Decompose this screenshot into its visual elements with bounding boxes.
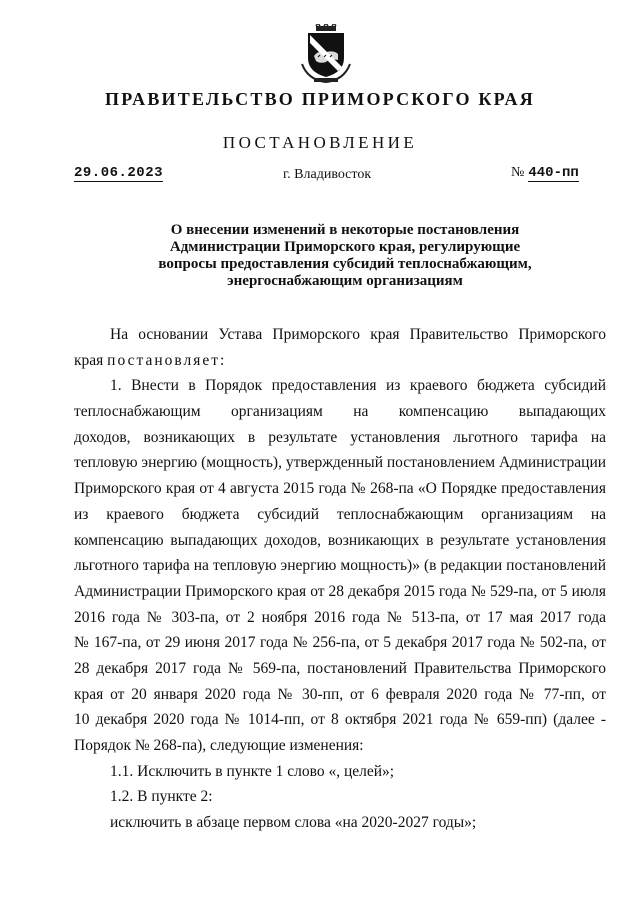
- body-line: из краевого бюджета субсидий теплоснабжающим организациям на: [74, 505, 606, 523]
- decree-verb: постановляет:: [107, 351, 227, 369]
- document-number: [511, 165, 579, 181]
- body-line: 1.2. В пункте 2:: [110, 788, 213, 806]
- document-body: [74, 322, 606, 836]
- number-sign: №: [511, 165, 525, 180]
- body-line: № 167-па, от 29 июня 2017 года № 256-па, от 5 декабря 2017 года № 502-па, от: [74, 634, 606, 652]
- primorsky-krai-coat-of-arms-icon: [300, 24, 352, 84]
- document-city: г. Владивосток: [283, 167, 372, 182]
- body-line: льготного тарифа на тепловую энергию мощность)» (в редакции постановлений: [74, 557, 606, 575]
- body-line: Администрации Приморского края от 28 декабря 2015 года № 529-па, от 5 июля: [74, 582, 606, 600]
- document-subject: [150, 222, 540, 290]
- body-line: теплоснабжающим организациям на компенсацию выпадающих: [74, 403, 606, 421]
- body-line: 1.1. Исключить в пункте 1 слово «, целей»;: [110, 762, 395, 780]
- body-line: [74, 348, 606, 374]
- body-line: исключить в абзаце первом слова «на 2020-2027 годы»;: [110, 814, 477, 832]
- body-line-part: края: [74, 351, 104, 369]
- number-value: 440-пп: [528, 165, 579, 181]
- subject-line: энергоснабжающим организациям: [227, 273, 463, 289]
- body-line: 10 декабря 2020 года № 1014-пп, от 8 октября 2021 года № 659-пп) (далее -: [74, 711, 606, 729]
- government-title: ПРАВИТЕЛЬСТВО ПРИМОРСКОГО КРАЯ: [105, 89, 535, 109]
- document-type-title: ПОСТАНОВЛЕНИЕ: [222, 133, 418, 152]
- subject-line: Администрации Приморского края, регулирующие: [169, 239, 521, 255]
- subject-line: вопросы предоставления субсидий теплоснабжающим,: [158, 256, 532, 272]
- body-line: Порядок № 268-па), следующие изменения:: [74, 737, 364, 754]
- subject-line: О внесении изменений в некоторые постановления: [170, 222, 520, 238]
- document-date: 29.06.2023: [74, 165, 164, 181]
- body-line: края от 20 января 2020 года № 30-пп, от 6 февраля 2020 года № 77-пп, от: [74, 685, 606, 703]
- body-line: 1. Внести в Порядок предоставления из краевого бюджета субсидий: [110, 377, 606, 395]
- body-line: 2016 года № 303-па, от 2 ноября 2016 года № 513-па, от 17 мая 2017 года: [74, 608, 606, 626]
- body-line: доходов, возникающих в результате установления льготного тарифа на: [74, 428, 606, 446]
- body-line: тепловую энергию (мощность), утвержденный постановлением Администрации: [74, 454, 606, 472]
- body-line: Приморского края от 4 августа 2015 года № 268-па «О Порядке предоставления: [74, 480, 606, 498]
- body-line: 28 декабря 2017 года № 569-па, постановлений Правительства Приморского: [74, 659, 606, 677]
- body-line: На основании Устава Приморского края Правительство Приморского: [110, 326, 606, 343]
- body-line: компенсацию выпадающих доходов, возникающих в результате установления: [74, 531, 606, 549]
